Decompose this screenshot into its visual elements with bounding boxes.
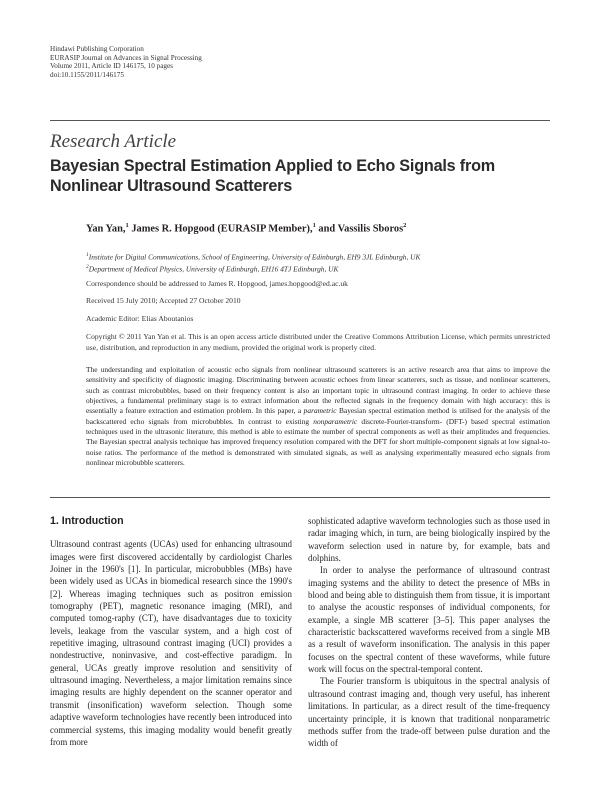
affiliation-sup: 1 (86, 252, 89, 258)
paragraph: sophisticated adaptive waveform technologies such as those used in radar imaging which, in turn, are being biologically inspired by the waveform selection used in nature by, for example, bats and dolphins. (308, 516, 550, 564)
affiliation-text: Department of Medical Physics, University of Edinburgh, EH16 4TJ Edinburgh, UK (88, 264, 339, 274)
journal-name: EURASIP Journal on Advances in Signal Processing (50, 53, 202, 62)
paragraph: The Fourier transform is ubiquitous in the spectral analysis of ultrasound contrast imaging and, though very useful, has inherent limitations. In particular, as a direct result of the time-frequency uncertainty principle, it is known that traditional nonparametric methods suffer from the trade-off between pulse duration and the width of (308, 676, 550, 749)
journal-header (50, 45, 202, 79)
author-sup: 1 (312, 222, 316, 229)
received-dates: Received 15 July 2010; Accepted 27 October 2010 (86, 296, 241, 305)
affiliation-text: Institute for Digital Communications, School of Engineering, University of Edinburgh, EH9 3JL Edinburgh, UK (88, 252, 421, 262)
section-rule (50, 497, 550, 498)
left-column (50, 515, 292, 748)
author-name: James R. Hopgood (EURASIP Member), (128, 223, 313, 235)
affiliation-sup: 2 (86, 264, 89, 271)
author-name: and Vassilis Sboros (315, 223, 404, 235)
author-sup: 2 (403, 222, 407, 229)
abstract-emphasis: nonparametric (313, 416, 358, 426)
affiliation (86, 262, 550, 274)
abstract-text: discrete-Fourier-transform- (DFT-) based spectral estimation techniques used in the ultrasonic literature, this method is able to estimate the number of spectral components as well as their amplitudes and frequencies. The Bayesian spectral analysis technique has improved frequency resolution compared with the DFT for short multiple-component signals at low signal-to-noise ratios. The performance of the method is demonstrated with simulated signals, as well as analysing experimentally measured echo signals from nonlinear microbubble scatterers. (86, 416, 550, 468)
abstract-emphasis: parametric (303, 406, 337, 416)
academic-editor: Academic Editor: Elias Aboutanios (86, 314, 194, 323)
author-sup: 1 (125, 222, 129, 229)
top-rule (50, 120, 550, 121)
publisher: Hindawi Publishing Corporation (50, 45, 144, 53)
doi: doi:10.1155/2011/146175 (50, 70, 124, 79)
paragraph: In order to analyse the performance of ultrasound contrast imaging systems and the ability to detect the presence of MBs in blood and being able to distinguish them from tissue, it is important to analyse the acoustic responses of individual components, for example, a single MB scatterer [3–5]. This paper analyses the characteristic backscattered waveforms received from a single MB as a result of waveform insonification. The analysis in this paper focuses on the spectral content of these waveforms, while future work will focus on the spectral-temporal content. (308, 565, 550, 675)
copyright: Copyright © 2011 Yan Yan et al. This is an open access article distributed under the Creative Commons Attribution License, which permits unrestricted use, distribution, and reproduction in any medium, provided the original work is properly cited. (86, 332, 550, 352)
affiliation (86, 250, 550, 262)
article-type: Research Article (50, 131, 177, 152)
article-title: Bayesian Spectral Estimation Applied to Echo Signals from Nonlinear Ultrasound Scatterers (50, 157, 495, 195)
abstract (86, 365, 550, 468)
author-list (86, 222, 406, 234)
abstract-text: The understanding and exploitation of acoustic echo signals from nonlinear ultrasound scatterers is an active research area that aims to improve the sensitivity and specificity of diagnostic imaging. Discriminating between acoustic echoes from linear scatterers, such as tissue, and nonlinear scatterers, such as contrast microbubbles, based on their frequency content is also an important topic in ultrasound contrast imaging. In order to achieve these objectives, a fundamental preliminary stage is to extract information about the reflected signals in the frequency domain with high accuracy: this is essentially a feature extraction and estimation problem. In this paper, a (86, 365, 550, 416)
abstract-text: Bayesian spectral estimation method is utilised for the analysis of the backscattered echo signals from microbubbles. In contrast to existing (86, 406, 550, 426)
section-heading: 1. Introduction (50, 515, 124, 527)
volume-info: Volume 2011, Article ID 146175, 10 pages (50, 62, 173, 71)
paragraph: Ultrasound contrast agents (UCAs) used for enhancing ultrasound images were first discovered accidentally by cardiologist Charles Joiner in the 1960's [1]. In particular, microbubbles (MBs) have been widely used as UCAs in biomedical research since the 1990's [2]. Whereas imaging techniques such as positron emission tomography (PET), magnetic resonance imaging (MRI), and computed tomog-raphy (CT), have disadvantages due to toxicity levels, leakage from the vascular system, and a high cost of repetitive imaging, ultrasound contrast imaging (UCI) provides a nondestructive, noninvasive, and cost-effective paradigm. In general, UCAs greatly improve resolution and sensitivity of ultrasound imaging. Nevertheless, a major limitation remains since imaging results are highly dependent on the scanner operator and transmit (insonification) waveform selection. Though some adaptive waveform technologies have recently been introduced into commercial systems, this imaging modality would benefit greatly from more (50, 539, 292, 747)
author-name: Yan Yan, (86, 223, 126, 235)
right-column (308, 515, 550, 750)
affiliations (86, 250, 550, 275)
correspondence: Correspondence should be addressed to James R. Hopgood, james.hopgood@ed.ac.uk (86, 279, 348, 288)
